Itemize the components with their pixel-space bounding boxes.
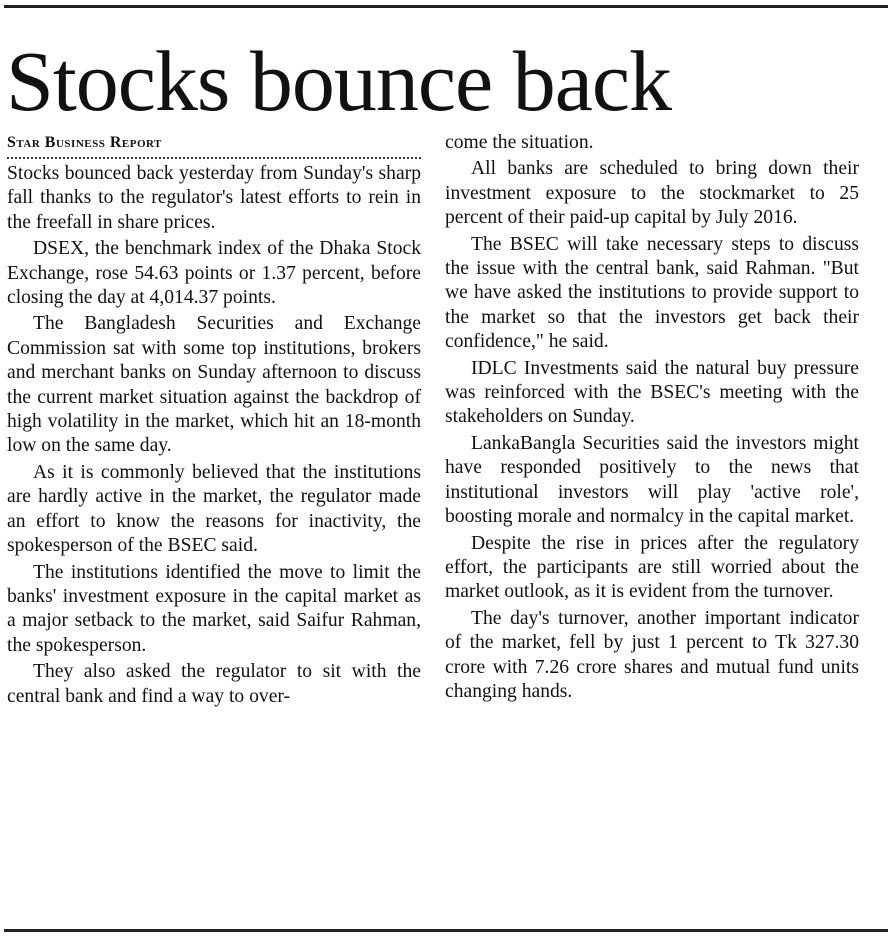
right-column: [445, 131, 859, 706]
paragraph: Despite the rise in prices after the regulatory effort, the participants are still worried about the market outlook, as it is evident from the turnover.: [445, 532, 859, 603]
paragraph: As it is commonly believed that the institutions are hardly active in the market, the regulator made an effort to know the reasons for inactivity, the spokesperson of the BSEC said.: [7, 461, 421, 557]
headline: Stocks bounce back: [6, 33, 672, 129]
byline-divider: [7, 157, 421, 159]
paragraph-continuation: come the situation.: [445, 132, 594, 153]
byline: Star Business Report: [7, 134, 162, 151]
paragraph: Stocks bounced back yesterday from Sunday's sharp fall thanks to the regulator's latest efforts to rein in the freefall in share prices.: [7, 163, 421, 233]
paragraph: The BSEC will take necessary steps to discuss the issue with the central bank, said Rahman. "But we have asked the institutions to provide support to the market so that the investors get back their confidence," he said.: [445, 233, 859, 353]
paragraph: The institutions identified the move to limit the banks' investment exposure in the capital market as a major setback to the market, said Saifur Rahman, the spokesperson.: [7, 561, 421, 656]
paragraph: The Bangladesh Securities and Exchange Commission sat with some top institutions, brokers and merchant banks on Sunday afternoon to discuss the current market situation against the backdrop of high volatility in the market, which hit an 18-month low on the same day.: [7, 313, 421, 457]
paragraph: IDLC Investments said the natural buy pressure was reinforced with the BSEC's meeting with the stakeholders on Sunday.: [445, 357, 859, 428]
top-rule: [4, 5, 888, 8]
bottom-rule: [4, 929, 888, 932]
paragraph: The day's turnover, another important indicator of the market, fell by just 1 percent to Tk 327.30 crore with 7.26 crore shares and mutual fund units changing hands.: [445, 607, 859, 702]
paragraph: LankaBangla Securities said the investors might have responded positively to the news that institutional investors will play 'active role', boosting morale and normalcy in the capital market.: [445, 432, 859, 528]
left-column: [7, 131, 421, 711]
paragraph: All banks are scheduled to bring down their investment exposure to the stockmarket to 25 percent of their paid-up capital by July 2016.: [445, 158, 859, 229]
paragraph: They also asked the regulator to sit with the central bank and find a way to over-: [7, 661, 421, 707]
paragraph: DSEX, the benchmark index of the Dhaka Stock Exchange, rose 54.63 points or 1.37 percent, before closing the day at 4,014.37 points.: [7, 238, 421, 309]
